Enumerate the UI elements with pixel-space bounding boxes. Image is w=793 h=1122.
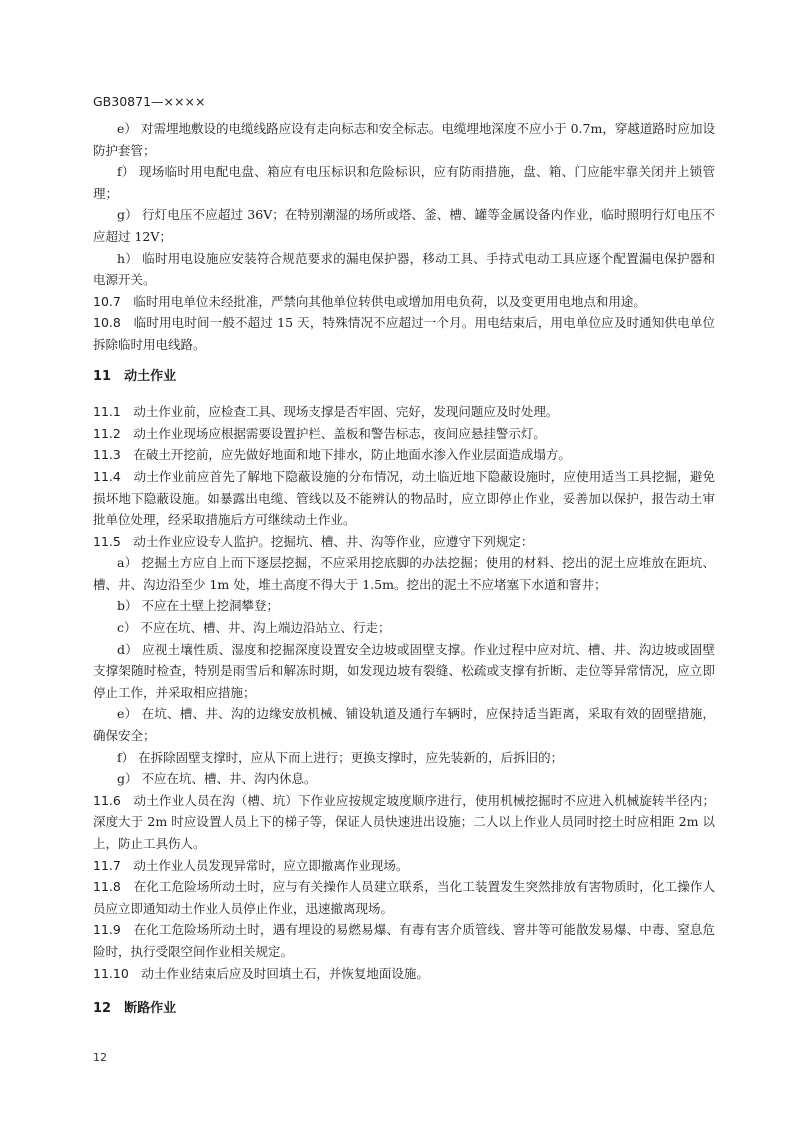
- clause-text: 临时用电单位未经批准，严禁向其他单位转供电或增加用电负荷，以及变更用电地点和用途。: [133, 293, 646, 309]
- list-item-11-5-d: d） 应视土壤性质、湿度和挖掘深度设置安全边坡或固壁支撑。作业过程中应对坑、槽、井、沟边坡或固壁支撑架随时检查，特别是雨雪后和解冻时期，如发现边坡有裂缝、松疏或支撑有折断、走位等异常情况，应立即停止工作，并采取相应措施；: [93, 641, 715, 700]
- clause-number: 10.8: [93, 315, 121, 331]
- clause-number: 11.6: [93, 792, 121, 808]
- clause-11-8: [93, 876, 715, 919]
- clause-10-7: [93, 291, 715, 313]
- list-item-10-e: e） 对需埋地敷设的电缆线路应设有走向标志和安全标志。电缆埋地深度不应小于 0.7m，穿越道路时应加设防护套管；: [93, 121, 715, 158]
- clause-11-6: [93, 790, 715, 855]
- clause-number: 11.10: [93, 965, 129, 981]
- clause-number: 11.1: [93, 404, 121, 420]
- list-item-10-g: g） 行灯电压不应超过 36V；在特别潮湿的场所或塔、釜、槽、罐等金属设备内作业，临时照明行灯电压不应超过 12V；: [93, 207, 715, 244]
- clause-text: 动土作业人员在沟（槽、坑）下作业应按规定坡度顺序进行，使用机械挖掘时不应进入机械旋转半径内；深度大于 2m 时应设置人员上下的梯子等，保证人员快速进出设施；二人以上作业人员同时挖土时应相距 2m 以上，防止工具伤人。: [93, 792, 715, 851]
- clause-11-2: [93, 423, 715, 445]
- list-item-10-f: f） 现场临时用电配电盘、箱应有电压标识和危险标识，应有防雨措施，盘、箱、门应能牢靠关闭并上锁管理；: [93, 164, 715, 201]
- clause-number: 11.5: [93, 533, 121, 549]
- clause-text: 动土作业现场应根据需要设置护栏、盖板和警告标志，夜间应悬挂警示灯。: [133, 425, 546, 441]
- clause-11-3: [93, 444, 715, 466]
- clause-11-9: [93, 919, 715, 962]
- section-heading-11: 11 动土作业: [93, 368, 177, 384]
- clause-11-7: [93, 855, 715, 877]
- clause-11-5: [93, 531, 715, 553]
- clause-text: 动土作业结束后应及时回填土石，并恢复地面设施。: [141, 965, 429, 981]
- clause-11-10: [93, 963, 715, 985]
- body-text: [93, 118, 715, 1020]
- clause-text: 在破土开挖前，应先做好地面和地下排水，防止地面水渗入作业层面造成塌方。: [133, 447, 571, 463]
- clause-number: 11.8: [93, 879, 121, 895]
- section-heading-12: 12 断路作业: [93, 1001, 177, 1017]
- clause-number: 10.7: [93, 293, 121, 309]
- standard-code-header: GB30871—××××: [93, 94, 206, 109]
- clause-number: 11.2: [93, 425, 121, 441]
- clause-11-1: [93, 401, 715, 423]
- clause-text: 动土作业应设专人监护。挖掘坑、槽、井、沟等作业，应遵守下列规定：: [133, 533, 534, 549]
- clause-number: 11.4: [93, 468, 121, 484]
- page-number: 12: [93, 1051, 107, 1064]
- clause-text: 动土作业前，应检查工具、现场支撑是否牢固、完好，发现问题应及时处理。: [133, 404, 559, 420]
- clause-text: 动土作业人员发现异常时，应立即撤离作业现场。: [133, 857, 409, 873]
- clause-text: 动土作业前应首先了解地下隐蔽设施的分布情况，动土临近地下隐蔽设施时，应使用适当工具挖掘，避免损坏地下隐蔽设施。如暴露出电缆、管线以及不能辨认的物品时，应立即停止作业，妥善加以保护，报告动土审批单位处理，经采取措施后方可继续动土作业。: [93, 468, 715, 528]
- clause-number: 11.7: [93, 857, 121, 873]
- list-item-11-5-a: a） 挖掘土方应自上而下逐层挖掘，不应采用挖底脚的办法挖掘；使用的材料、挖出的泥土应堆放在距坑、槽、井、沟边沿至少 1m 处，堆土高度不得大于 1.5m。挖出的泥土不应堵塞下水道和窨井；: [93, 555, 715, 592]
- list-item-11-5-c: c） 不应在坑、槽、井、沟上端边沿站立、行走；: [117, 620, 391, 636]
- list-item-11-5-e: e） 在坑、槽、井、沟的边缘安放机械、铺设轨道及通行车辆时，应保持适当距离，采取有效的固壁措施，确保安全；: [93, 706, 715, 744]
- list-item-11-5-f: f） 在拆除固壁支撑时，应从下而上进行；更换支撑时，应先装新的，后拆旧的；: [117, 749, 564, 765]
- list-item-11-5-g: g） 不应在坑、槽、井、沟内休息。: [117, 771, 317, 787]
- clause-10-8: [93, 312, 715, 355]
- clause-text: 在化工危险场所动土时，应与有关操作人员建立联系，当化工装置发生突然排放有害物质时，化工操作人员应立即通知动土作业人员停止作业，迅速撤离现场。: [93, 879, 715, 916]
- clause-text: 临时用电时间一般不超过 15 天，特殊情况不应超过一个月。用电结束后，用电单位应及时通知供电单位拆除临时用电线路。: [93, 315, 715, 352]
- list-item-10-h: h） 临时用电设施应安装符合规范要求的漏电保护器，移动工具、手持式电动工具应逐个配置漏电保护器和电源开关。: [93, 250, 715, 288]
- clause-number: 11.3: [93, 447, 121, 463]
- list-item-11-5-b: b） 不应在土壁上挖洞攀登；: [117, 598, 279, 614]
- clause-text: 在化工危险场所动土时，遇有埋设的易燃易爆、有毒有害介质管线、窨井等可能散发易爆、中毒、窒息危险时，执行受限空间作业相关规定。: [93, 922, 715, 959]
- clause-11-4: [93, 466, 715, 531]
- clause-number: 11.9: [93, 922, 121, 938]
